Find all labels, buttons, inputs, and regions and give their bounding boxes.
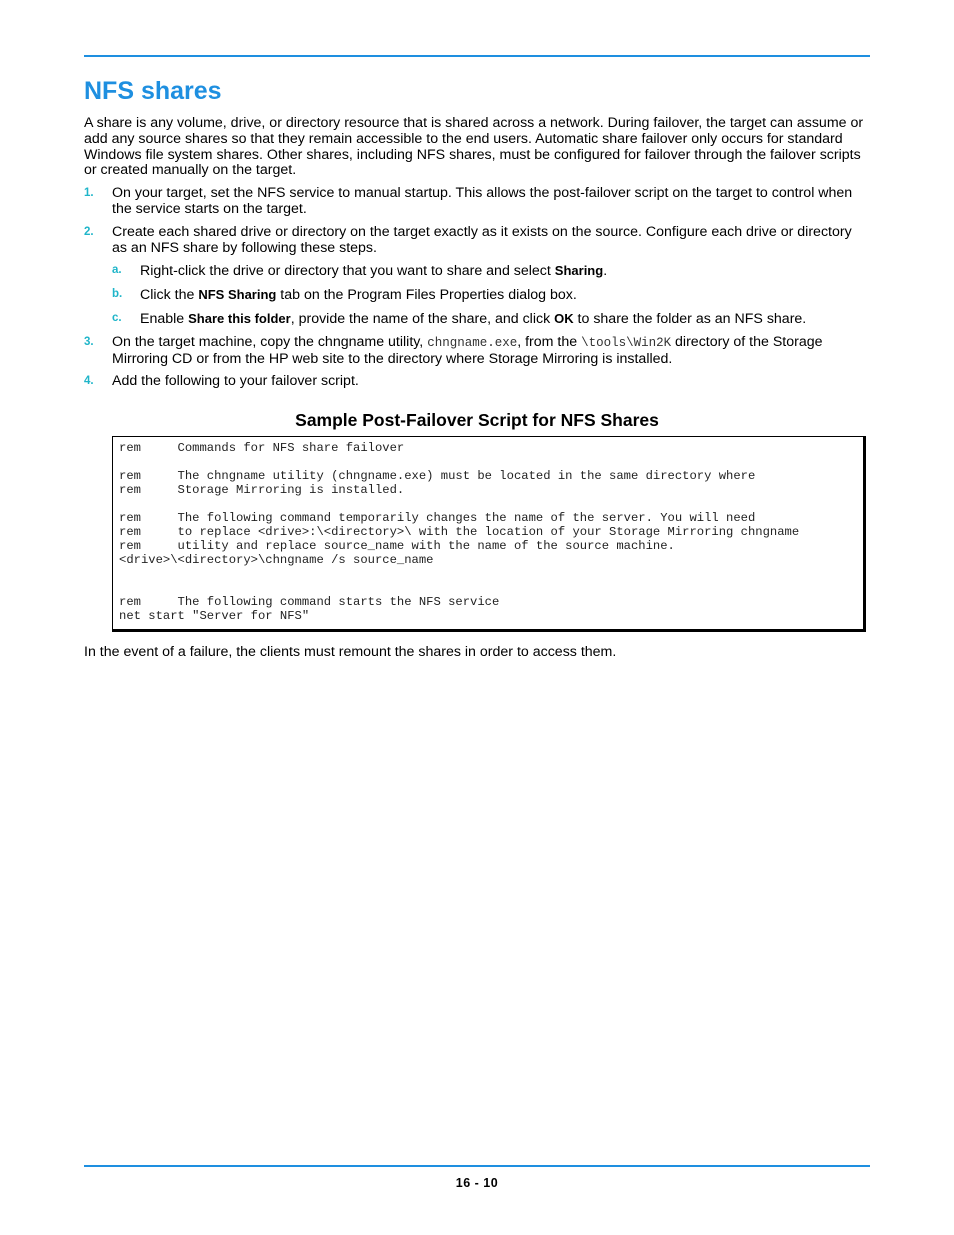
substep-b — [84, 287, 870, 304]
substep-text: Enable — [140, 310, 189, 327]
substep-text: Right-click the drive or directory that you want to share and select — [140, 263, 555, 280]
step-1 — [84, 186, 870, 218]
step-number: 4. — [84, 375, 94, 388]
step-number: 1. — [84, 187, 94, 200]
step-text: , from the — [517, 333, 582, 350]
substep-text: to share the folder as an NFS share. — [573, 310, 807, 327]
step-number: 2. — [84, 225, 94, 238]
ui-term-share-this-folder: Share this folder — [188, 310, 291, 326]
path-code: \tools\Win2K — [581, 335, 672, 350]
filename-code: chngname.exe — [427, 335, 518, 350]
script-code: rem Commands for NFS share failover rem The chngname utility (chngname.exe) must be located in the same directory where rem Storage Mirroring is installed. rem The following command temporarily changes the name of the server. You will need rem to replace <drive>:\<directory>\ with the location of your Storage Mirroring chngname rem utility and replace source_name with the name of the source machine. <drive>\<directory>\chngname /s source_name rem The following command starts the NFS service net start "Server for NFS" — [119, 441, 800, 624]
substep-text: Click the — [140, 287, 199, 304]
step-2 — [84, 225, 870, 257]
ui-term-sharing: Sharing — [554, 263, 604, 279]
substep-letter: c. — [112, 311, 122, 324]
step-text: Create each shared drive or directory on the target exactly as it exists on the source. Configure each drive or directory as an NFS share by following these steps. — [112, 223, 852, 256]
substep-a — [84, 263, 870, 280]
step-text: directory of the Storage Mirroring CD or from the HP web site to the directory where Storage Mirroring is installed. — [112, 333, 823, 367]
step-4 — [84, 374, 870, 390]
step-number: 3. — [84, 335, 94, 348]
ui-term-ok: OK — [554, 310, 574, 326]
substep-letter: a. — [112, 264, 122, 277]
substep-text: , provide the name of the share, and click — [290, 310, 555, 327]
intro-paragraph: A share is any volume, drive, or directory resource that is shared across a network. During failover, the target can assume or add any source shares so that they remain accessible to the end users. Automatic share failover only occurs for standard Windows file system shares. Other shares, including NFS shares, must be configured for failover through the failover scripts or created manually on the target. — [84, 115, 864, 179]
footer-rule — [84, 1165, 870, 1167]
substep-c — [84, 311, 870, 328]
script-code-block — [112, 436, 866, 632]
step-text: Add the following to your failover script. — [112, 373, 359, 390]
page-content — [84, 74, 870, 661]
substep-letter: b. — [112, 288, 123, 301]
page-title: NFS shares — [84, 77, 222, 105]
closing-paragraph: In the event of a failure, the clients must remount the shares in order to access them. — [84, 644, 617, 661]
substep-text: . — [603, 263, 608, 280]
substep-text: tab on the Program Files Properties dialog box. — [276, 287, 577, 304]
step-3 — [84, 335, 870, 368]
sample-heading: Sample Post-Failover Script for NFS Shares — [295, 410, 659, 431]
page-number: 16 - 10 — [455, 1176, 499, 1190]
step-text: On the target machine, copy the chngname utility, — [112, 333, 428, 350]
ui-term-nfs-sharing: NFS Sharing — [198, 287, 277, 303]
header-rule — [84, 55, 870, 57]
step-text: On your target, set the NFS service to manual startup. This allows the post-failover script on the target to control when the service starts on the target. — [112, 185, 853, 217]
